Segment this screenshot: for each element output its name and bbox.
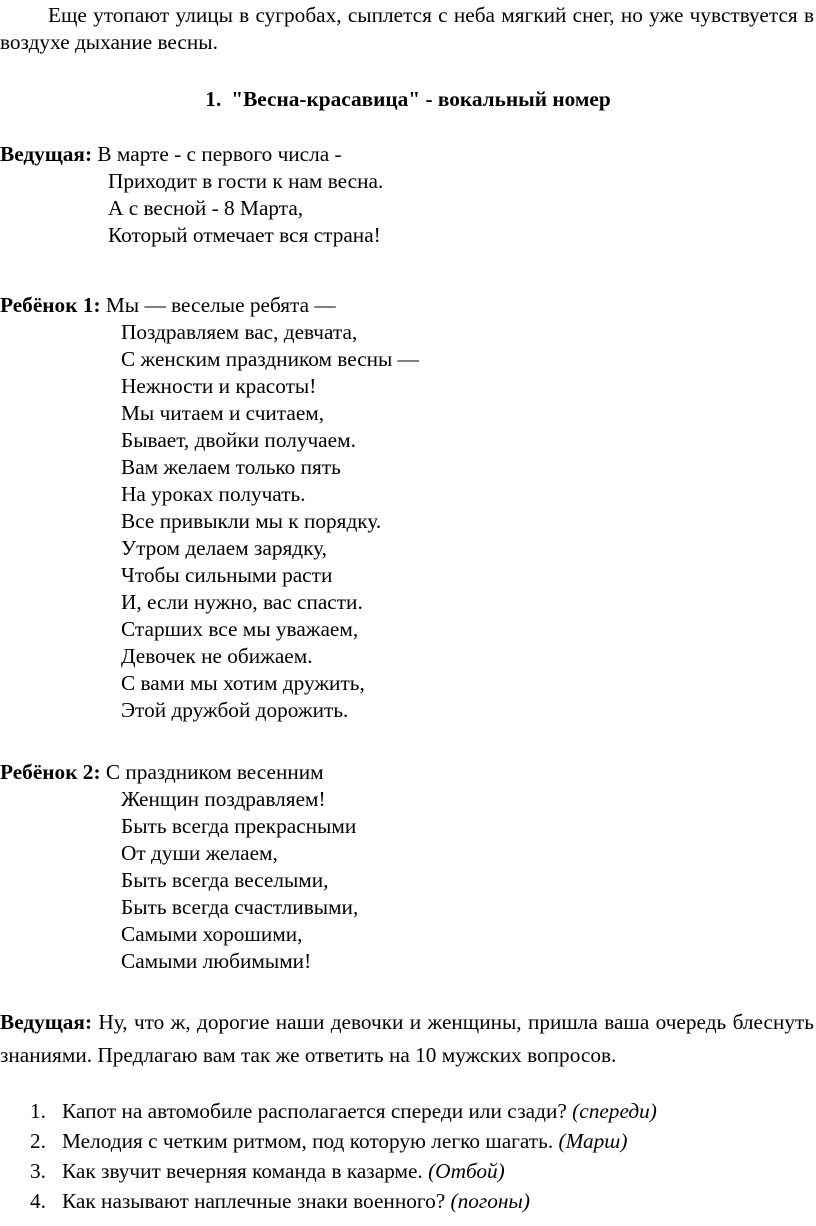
verse-line: Вам желаем только пять [121, 455, 341, 479]
quiz-item: 1. Капот на автомобиле располагается спереди или сзади? (спереди) [30, 1099, 657, 1123]
section-heading [0, 86, 816, 113]
verse-line: И, если нужно, вас спасти. [121, 590, 363, 614]
verse-line: Нежности и красоты! [121, 374, 317, 398]
quiz-answer: (погоны) [450, 1189, 530, 1213]
verse-child-1 [0, 292, 419, 724]
verse-child-2 [0, 759, 358, 975]
speaker-label: Ребёнок 2: [0, 760, 101, 784]
intro-paragraph: Еще утопают улицы в сугробах, сыплется с неба мягкий снег, но уже чувствуется в воздухе дыхание весны. [0, 3, 814, 54]
verse-line: А с весной - 8 Марта, [108, 196, 304, 220]
verse-line: Быть всегда прекрасными [121, 814, 357, 838]
verse-line: Поздравляем вас, девчата, [121, 320, 358, 344]
verse-line: Этой дружбой дорожить. [121, 698, 349, 722]
quiz-item: 2. Мелодия с четким ритмом, под которую легко шагать. (Марш) [30, 1129, 628, 1153]
verse-line: Утром делаем зарядку, [121, 536, 327, 560]
verse-line: На уроках получать. [121, 482, 306, 506]
speaker-label: Ведущая: [0, 142, 93, 166]
verse-line: Девочек не обижаем. [121, 644, 313, 668]
speaker-label: Ребёнок 1: [0, 293, 101, 317]
verse-line: Ребёнок 1: Мы — веселые ребята — [0, 293, 336, 317]
verse-line: Приходит в гости к нам весна. [108, 169, 384, 193]
quiz-list [0, 1096, 657, 1216]
verse-line: Женщин поздравляем! [121, 787, 326, 811]
verse-line: С женским праздником весны — [121, 347, 419, 371]
verse-line: Бывает, двойки получаем. [121, 428, 356, 452]
quiz-answer: (спереди) [572, 1099, 657, 1123]
verse-line: Мы читаем и считаем, [121, 401, 325, 425]
quiz-answer: (Отбой) [428, 1159, 505, 1183]
heading-title: "Весна-красавица" - вокальный номер [231, 87, 611, 111]
verse-line: Ребёнок 2: С праздником весенним [0, 760, 324, 784]
quiz-item: 3. Как звучит вечерняя команда в казарме. (Отбой) [30, 1159, 505, 1183]
verse-line: Старших все мы уважаем, [121, 617, 359, 641]
verse-line: Самыми любимыми! [121, 949, 312, 973]
verse-line: Быть всегда счастливыми, [121, 895, 359, 919]
verse-host-1 [0, 141, 383, 249]
verse-line: Чтобы сильными расти [121, 563, 333, 587]
verse-line: Самыми хорошими, [121, 922, 303, 946]
speaker-label: Ведущая: [0, 1010, 93, 1034]
verse-line: От души желаем, [121, 841, 278, 865]
verse-line: Ведущая: В марте - с первого числа - [0, 142, 342, 166]
quiz-answer: (Марш) [558, 1129, 628, 1153]
verse-line: Который отмечает вся страна! [108, 223, 381, 247]
verse-line: Быть всегда веселыми, [121, 868, 329, 892]
verse-line: Все привыкли мы к порядку. [121, 509, 382, 533]
heading-number: 1. [205, 87, 222, 111]
verse-line: С вами мы хотим дружить, [121, 671, 365, 695]
quiz-item: 4. Как называют наплечные знаки военного? (погоны) [30, 1189, 530, 1213]
host-paragraph: Ведущая: Ну, что ж, дорогие наши девочки и женщины, пришла ваша очередь блеснуть знаниями. Предлагаю вам так же ответить на 10 мужских вопросов. [0, 1010, 815, 1067]
